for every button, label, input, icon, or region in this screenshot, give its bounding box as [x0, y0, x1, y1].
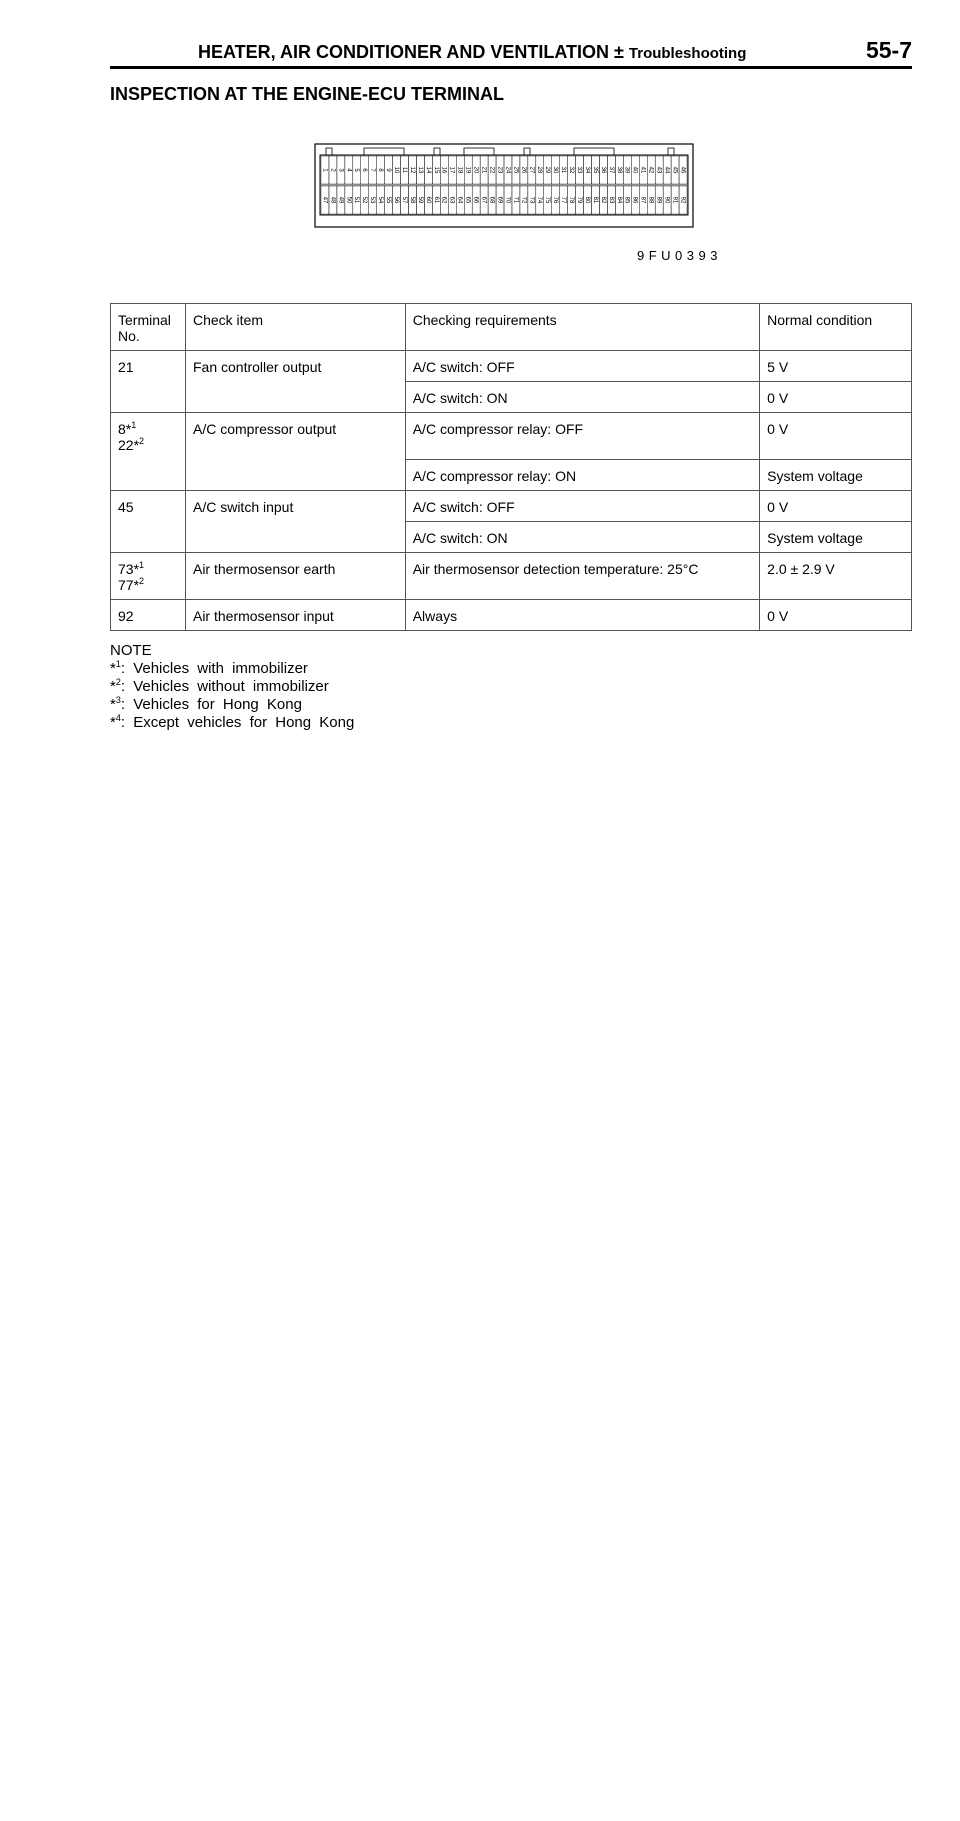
note-block [110, 642, 354, 732]
table-row [111, 459, 912, 490]
note-item: *$^1$: Vehicles with immobilizer [110, 659, 308, 677]
connector-pin-number: 54 [377, 196, 384, 204]
connector-pin-number: 36 [599, 166, 606, 174]
connector-pin-number: 15 [432, 166, 439, 174]
terminal-cell-cont [111, 382, 186, 413]
connector-pin-number: 46 [679, 166, 686, 174]
normal-condition-cell: 2.0 ± 2.9 V [760, 552, 912, 599]
connector-pin-number: 61 [432, 196, 439, 204]
ecu-connector-figure [314, 143, 694, 228]
connector-pin-number: 51 [353, 196, 360, 204]
page-number: 55-7 [865, 37, 912, 63]
connector-pin-number: 72 [520, 196, 527, 204]
requirement-cell: A/C switch: ON [405, 382, 759, 413]
requirement-cell: A/C switch: OFF [405, 351, 759, 382]
connector-pin-number: 62 [440, 196, 447, 204]
section-title: INSPECTION AT THE ENGINE-ECU TERMINAL [110, 84, 505, 104]
check-item-cell-cont [185, 459, 405, 490]
column-header-requirements: Checking requirements [405, 304, 759, 351]
connector-pin-number: 52 [361, 196, 368, 204]
connector-pin-number: 22 [488, 166, 495, 174]
connector-pin-number: 10 [393, 166, 400, 174]
column-header-normal-condition: Normal condition [760, 304, 912, 351]
connector-pin-number: 16 [440, 166, 447, 174]
connector-pin-number: 74 [536, 196, 543, 204]
terminal-cell: 21 [111, 351, 186, 382]
terminal-cell: 45 [111, 490, 186, 521]
connector-pin-number: 86 [631, 196, 638, 204]
connector-pin-number: 2 [329, 168, 336, 172]
connector-pin-number: 60 [424, 196, 431, 204]
requirement-cell: A/C switch: OFF [405, 490, 759, 521]
column-header-terminal: Terminal No. [111, 304, 186, 351]
connector-pin-number: 27 [528, 166, 535, 174]
connector-pin-number: 57 [400, 196, 407, 204]
connector-pin-number: 45 [671, 166, 678, 174]
normal-condition-cell: 0 V [760, 599, 912, 630]
connector-pin-number: 42 [647, 166, 654, 174]
connector-pin-number: 50 [345, 196, 352, 204]
connector-pin-number: 64 [456, 196, 463, 204]
table-row [111, 490, 912, 521]
connector-pin-number: 92 [679, 196, 686, 204]
terminal-cell-cont [111, 521, 186, 552]
connector-pin-number: 80 [583, 196, 590, 204]
connector-pin-number: 25 [512, 166, 519, 174]
table-row [111, 599, 912, 630]
header-subtitle: Troubleshooting [628, 45, 747, 62]
connector-pin-number: 38 [615, 166, 622, 174]
connector-pin-number: 87 [639, 196, 646, 204]
connector-pin-number: 30 [552, 166, 559, 174]
check-item-cell: Air thermosensor input [185, 599, 405, 630]
connector-pin-number: 66 [472, 196, 479, 204]
connector-pin-number: 88 [647, 196, 654, 204]
connector-pin-number: 5 [353, 168, 360, 172]
table-row [111, 382, 912, 413]
connector-pin-number: 69 [496, 196, 503, 204]
header-title-text: HEATER, AIR CONDITIONER AND VENTILATION ± [198, 42, 624, 62]
connector-pin-number: 70 [504, 196, 511, 204]
column-header-check-item: Check item [185, 304, 405, 351]
connector-pin-number: 31 [560, 166, 567, 174]
page-header [110, 38, 912, 66]
normal-condition-cell: System voltage [760, 459, 912, 490]
normal-condition-cell: 0 V [760, 382, 912, 413]
connector-pin-number: 44 [663, 166, 670, 174]
note-item: *$^4$: Except vehicles for Hong Kong [110, 713, 355, 731]
check-item-cell-cont [185, 521, 405, 552]
connector-pin-number: 63 [448, 196, 455, 204]
connector-pin-number: 6 [361, 168, 368, 172]
connector-pin-number: 32 [568, 166, 575, 174]
check-item-cell: Air thermosensor earth [185, 552, 405, 599]
requirement-cell: A/C compressor relay: ON [405, 459, 759, 490]
connector-pin-number: 41 [639, 166, 646, 174]
connector-pin-number: 4 [345, 168, 352, 172]
connector-pin-number: 90 [663, 196, 670, 204]
connector-pin-number: 83 [607, 196, 614, 204]
connector-pin-number: 18 [456, 166, 463, 174]
connector-pin-number: 79 [576, 196, 583, 204]
connector-pin-number: 56 [393, 196, 400, 204]
connector-pin-number: 82 [599, 196, 606, 204]
connector-pin-number: 20 [472, 166, 479, 174]
connector-pin-number: 78 [568, 196, 575, 204]
terminal-inspection-table [110, 303, 912, 631]
requirement-cell: Always [405, 599, 759, 630]
connector-pin-number: 12 [408, 166, 415, 174]
connector-pin-number: 75 [544, 196, 551, 204]
check-item-cell: A/C compressor output [185, 413, 405, 460]
connector-pin-number: 73 [528, 196, 535, 204]
connector-pin-number: 40 [631, 166, 638, 174]
header-title [198, 42, 746, 63]
normal-condition-cell: 0 V [760, 490, 912, 521]
connector-pin-number: 84 [615, 196, 622, 204]
table-row [111, 521, 912, 552]
connector-pin-number: 14 [424, 166, 431, 174]
connector-pin-number: 47 [321, 196, 328, 204]
connector-pin-number: 7 [369, 168, 376, 172]
terminal-cell: 73*$^1$ 77*$^2$ [111, 552, 186, 599]
figure-code: 9FU0393 [637, 248, 722, 263]
connector-pin-number: 77 [560, 196, 567, 204]
ecu-connector-diagram [314, 143, 694, 228]
connector-pin-number: 55 [385, 196, 392, 204]
table-row [111, 413, 912, 460]
note-item: *$^3$: Vehicles for Hong Kong [110, 695, 302, 713]
check-item-cell-cont [185, 382, 405, 413]
connector-pin-number: 71 [512, 196, 519, 204]
connector-pin-number: 33 [576, 166, 583, 174]
connector-pin-number: 17 [448, 166, 455, 174]
connector-pin-number: 29 [544, 166, 551, 174]
check-item-cell: A/C switch input [185, 490, 405, 521]
terminal-cell: 92 [111, 599, 186, 630]
connector-pin-number: 81 [591, 196, 598, 204]
connector-pin-number: 39 [623, 166, 630, 174]
requirement-cell: A/C switch: ON [405, 521, 759, 552]
connector-pin-number: 43 [655, 166, 662, 174]
connector-pin-number: 35 [591, 166, 598, 174]
connector-pin-number: 13 [416, 166, 423, 174]
connector-pin-number: 85 [623, 196, 630, 204]
connector-pin-number: 23 [496, 166, 503, 174]
terminal-cell: 8*$^1$ 22*$^2$ [111, 413, 186, 460]
table-header-row [111, 304, 912, 351]
connector-pin-number: 37 [607, 166, 614, 174]
requirement-cell: A/C compressor relay: OFF [405, 413, 759, 460]
connector-pin-number: 19 [464, 166, 471, 174]
check-item-cell: Fan controller output [185, 351, 405, 382]
normal-condition-cell: 0 V [760, 413, 912, 460]
note-label: NOTE [110, 642, 152, 659]
connector-pin-number: 58 [408, 196, 415, 204]
connector-pin-number: 65 [464, 196, 471, 204]
normal-condition-cell: 5 V [760, 351, 912, 382]
note-item: *$^2$: Vehicles without immobilizer [110, 677, 329, 695]
connector-pin-number: 91 [671, 196, 678, 204]
connector-pin-number: 68 [488, 196, 495, 204]
table-row [111, 351, 912, 382]
connector-pin-number: 59 [416, 196, 423, 204]
requirement-cell: Air thermosensor detection temperature: 25°C [405, 552, 759, 599]
connector-pin-number: 48 [329, 196, 336, 204]
header-rule [110, 66, 912, 69]
connector-pin-number: 53 [369, 196, 376, 204]
connector-pin-number: 8 [377, 168, 384, 172]
normal-condition-cell: System voltage [760, 521, 912, 552]
connector-pin-number: 67 [480, 196, 487, 204]
connector-pin-number: 1 [321, 168, 328, 172]
connector-pin-number: 11 [400, 166, 407, 174]
connector-pin-number: 89 [655, 196, 662, 204]
connector-pin-number: 34 [583, 166, 590, 174]
connector-pin-number: 76 [552, 196, 559, 204]
table-row [111, 552, 912, 599]
terminal-cell-cont [111, 459, 186, 490]
connector-pin-number: 21 [480, 166, 487, 174]
connector-pin-number: 9 [385, 168, 392, 172]
connector-pin-number: 49 [337, 196, 344, 204]
connector-pin-number: 3 [337, 168, 344, 172]
connector-pin-number: 24 [504, 166, 511, 174]
connector-pin-number: 28 [536, 166, 543, 174]
connector-pin-number: 26 [520, 166, 527, 174]
